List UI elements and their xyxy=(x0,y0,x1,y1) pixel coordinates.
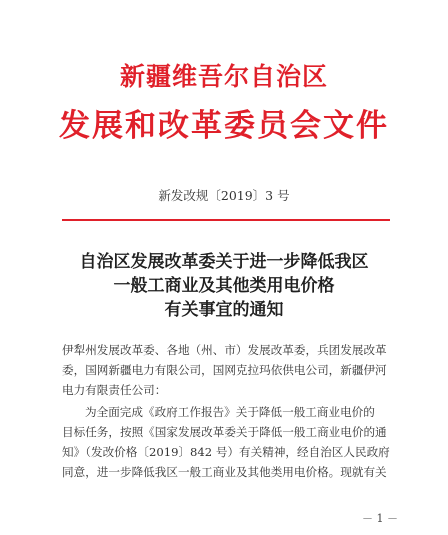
addressee-line: 伊犁州发展改革委、各地（州、市）发展改革委，兵团发展改革 xyxy=(62,343,387,357)
addressee-block xyxy=(62,340,392,400)
notice-title-line: 一般工商业及其他类用电价格 xyxy=(113,276,335,296)
body-line: 目标任务，按照《国家发展改革委关于降低一般工商业电价的通 xyxy=(62,425,387,439)
document-number: 新发改规〔2019〕3 号 xyxy=(158,188,290,203)
addressee-line: 委，国网新疆电力有限公司，国网克拉玛依供电公司，新疆伊河 xyxy=(62,363,387,377)
body-line: 知》（发改价格〔2019〕842 号）有关精神，经自治区人民政府 xyxy=(62,445,390,459)
page-number: － 1 － xyxy=(362,512,398,525)
addressee-line: 电力有限责任公司： xyxy=(62,383,167,397)
issuing-org-name: 新疆维吾尔自治区 xyxy=(119,62,328,91)
body-line: 同意，进一步降低我区一般工商业及其他类用电价格。现就有关 xyxy=(62,465,387,479)
document-header-title: 发展和改革委员会文件 xyxy=(59,108,389,144)
notice-title-line: 有关事宜的通知 xyxy=(164,300,284,320)
body-paragraph xyxy=(62,402,392,482)
notice-title xyxy=(0,250,448,322)
red-divider-line xyxy=(62,219,390,221)
notice-title-line: 自治区发展改革委关于进一步降低我区 xyxy=(79,252,369,272)
body-line: 为全面完成《政府工作报告》关于降低一般工商业电价的 xyxy=(85,405,375,419)
